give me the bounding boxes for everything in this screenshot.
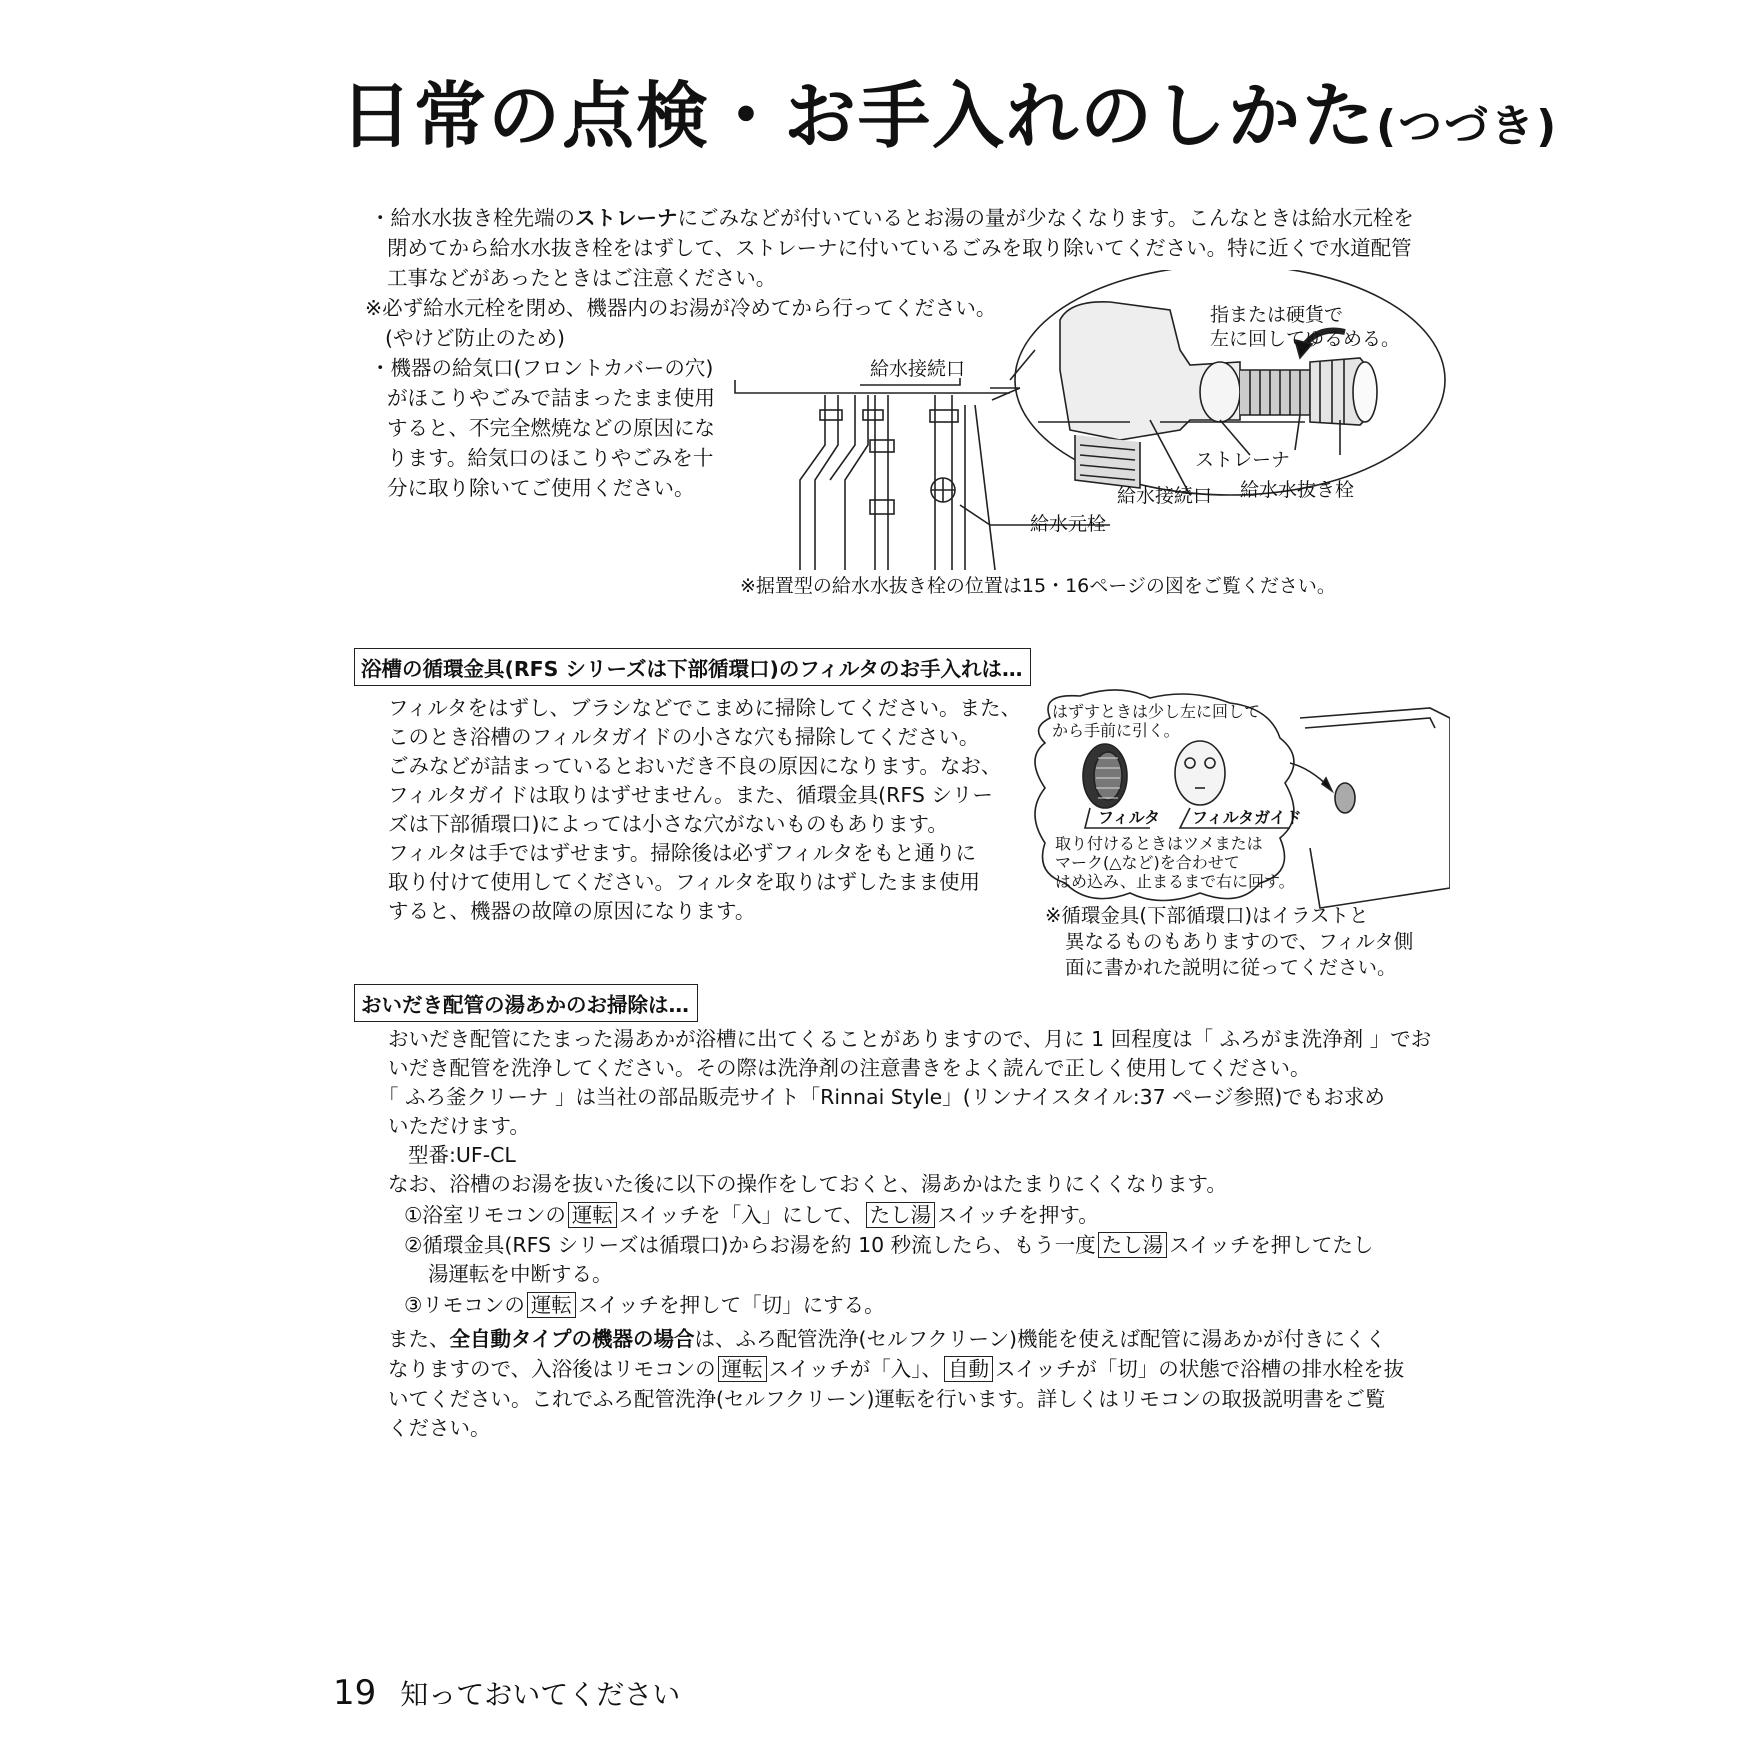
label-supply-port: 給水接続口 [1117,485,1213,507]
auto2-text-a: なりますので、入浴後はリモコンの [388,1357,716,1381]
step-2-cont: 湯運転を中断する。 [428,1262,613,1286]
title-sub: (つづき) [1376,101,1559,152]
diagram-note: ※据置型の給水水抜き栓の位置は15・16ページの図をご覧ください。 [740,575,1336,597]
pipe-line-2: いだき配管を洗浄してください。その際は洗浄剤の注意書きをよく読んで正しく使用してください。 [388,1056,1311,1080]
burn-note-2: (やけど防止のため) [385,326,565,350]
strainer-rest: にごみなどが付いているとお湯の量が少なくなります。こんなときは給水元栓を [677,206,1414,230]
bubble-top-2: から手前に引く。 [1052,721,1180,740]
step1-text-a: ①浴室リモコンの [404,1203,566,1227]
filter-note-3: 面に書かれた説明に従ってください。 [1065,956,1397,979]
page-title [340,74,1559,158]
strainer-line3: 工事などがあったときはご注意ください。 [387,266,777,290]
bubble-bottom-1: 取り付けるときはツメまたは [1055,834,1263,853]
bubble-bottom-3: はめ込み、止まるまで右に回す。 [1055,872,1295,891]
page-footer [333,1673,680,1713]
step-3 [404,1291,885,1320]
label-main-valve: 給水元栓 [1030,513,1107,535]
bubble-bottom-2: マーク(△など)を合わせて [1055,853,1240,872]
auto-text-a: また、 [388,1327,450,1351]
filter-line-3: ごみなどが詰まっているとおいだき不良の原因になります。なお、 [388,754,1002,778]
pipe-line-3: 「 ふろ釜クリーナ 」は当社の部品販売サイト「Rinnai Style」(リンナイスタイル:37 ページ参照)でもお求め [378,1085,1385,1109]
step1-text-c: スイッチを押す。 [937,1203,1099,1227]
air-intake-line-5: 分に取り除いてご使用ください。 [387,476,695,500]
filter-line-1: フィルタをはずし、ブラシなどでこまめに掃除してください。また、 [388,696,1022,720]
step3-text-a: ③リモコンの [404,1293,525,1317]
auto-line-3: いてください。これでふろ配管洗浄(セルフクリーン)運転を行います。詳しくはリモコンの取扱説明書をご覧 [388,1387,1386,1411]
model-number: 型番:UF-CL [408,1143,516,1167]
strainer-lead: ・給水水抜き栓先端の [370,206,575,230]
auto-text-b: は、ふろ配管洗浄(セルフクリーン)機能を使えば配管に湯あかが付きにくく [694,1327,1386,1351]
key-auto: 自動 [944,1356,993,1382]
air-intake-line-2: がほこりやごみで詰まったまま使用 [387,386,715,410]
strainer-bold: ストレーナ [575,206,678,230]
step-1 [404,1201,1099,1230]
footer-text: 知っておいてください [400,1678,681,1711]
auto-line-4: ください。 [388,1416,491,1440]
auto2-text-b: スイッチが「入」、 [768,1357,943,1381]
auto2-text-c: スイッチが「切」の状態で浴槽の排水栓を抜 [995,1357,1405,1381]
strainer-bullet [370,204,1414,233]
filter-line-2: このとき浴槽のフィルタガイドの小さな穴も掃除してください。 [388,725,980,749]
air-intake-line-1: ・機器の給気口(フロントカバーの穴) [370,356,714,380]
step2-text-a: ②循環金具(RFS シリーズは循環口)からお湯を約 10 秒流したら、もう一度 [404,1233,1096,1257]
filter-line-8: すると、機器の故障の原因になります。 [388,899,756,923]
filter-section-heading: 浴槽の循環金具(RFS シリーズは下部循環口)のフィルタのお手入れは… [354,648,1031,686]
pipe-section-heading: おいだき配管の湯あかのお掃除は… [354,984,698,1022]
auto-bold: 全自動タイプの機器の場合 [449,1327,695,1351]
label-drain-plug: 給水水抜き栓 [1240,479,1355,501]
filter-line-4: フィルタガイドは取りはずせません。また、循環金具(RFS シリー [388,783,993,807]
key-run-2: 運転 [527,1292,576,1318]
air-intake-line-3: すると、不完全燃焼などの原因にな [387,416,715,440]
air-intake-line-4: ります。給気口のほこりやごみを十 [387,446,714,470]
auto-line-2 [388,1355,1404,1384]
step-2 [404,1231,1373,1260]
title-main: 日常の点検・お手入れのしかた [340,74,1377,158]
label-finger-1: 指または硬貨で [1210,304,1344,326]
filter-line-7: 取り付けて使用してください。フィルタを取りはずしたまま使用 [388,870,981,894]
key-run: 運転 [568,1202,617,1228]
pipe-line-4: いただけます。 [388,1114,530,1138]
label-strainer: ストレーナ [1195,449,1291,471]
bubble-top-1: はずすときは少し左に回して [1052,702,1261,721]
burn-note: ※必ず給水元栓を閉め、機器内のお湯が冷めてから行ってください。 [365,296,997,320]
pipe-line-1: おいだき配管にたまった湯あかが浴槽に出てくることがありますので、月に 1 回程度は「 ふろがま洗浄剤 」でお [388,1027,1432,1051]
label-filter-guide: フィルタガイド [1192,808,1302,827]
key-add-water: たし湯 [866,1202,936,1228]
step2-text-b: スイッチを押してたし [1169,1233,1374,1257]
page-number: 19 [333,1673,377,1713]
filter-line-6: フィルタは手ではずせます。掃除後は必ずフィルタをもと通りに [388,841,976,865]
label-supply-port-top: 給水接続口 [870,358,966,380]
key-add-water-2: たし湯 [1098,1232,1168,1258]
strainer-line2: 閉めてから給水水抜き栓をはずして、ストレーナに付いているごみを取り除いてください。特に近くで水道配管 [387,236,1412,260]
step3-text-b: スイッチを押して「切」にする。 [577,1293,885,1317]
step1-text-b: スイッチを「入」にして、 [618,1203,864,1227]
label-filter: フィルタ [1098,808,1161,827]
label-finger-2: 左に回してゆるめる。 [1210,328,1401,350]
filter-note-1: ※循環金具(下部循環口)はイラストと [1045,904,1369,927]
pipe-line-5: なお、浴槽のお湯を抜いた後に以下の操作をしておくと、湯あかはたまりにくくなります。 [388,1172,1227,1196]
key-run-3: 運転 [718,1356,767,1382]
filter-line-5: ズは下部循環口)によっては小さな穴がないものもあります。 [388,812,948,836]
auto-line-1 [388,1325,1386,1354]
filter-note-2: 異なるものもありますので、フィルタ側 [1065,930,1414,953]
